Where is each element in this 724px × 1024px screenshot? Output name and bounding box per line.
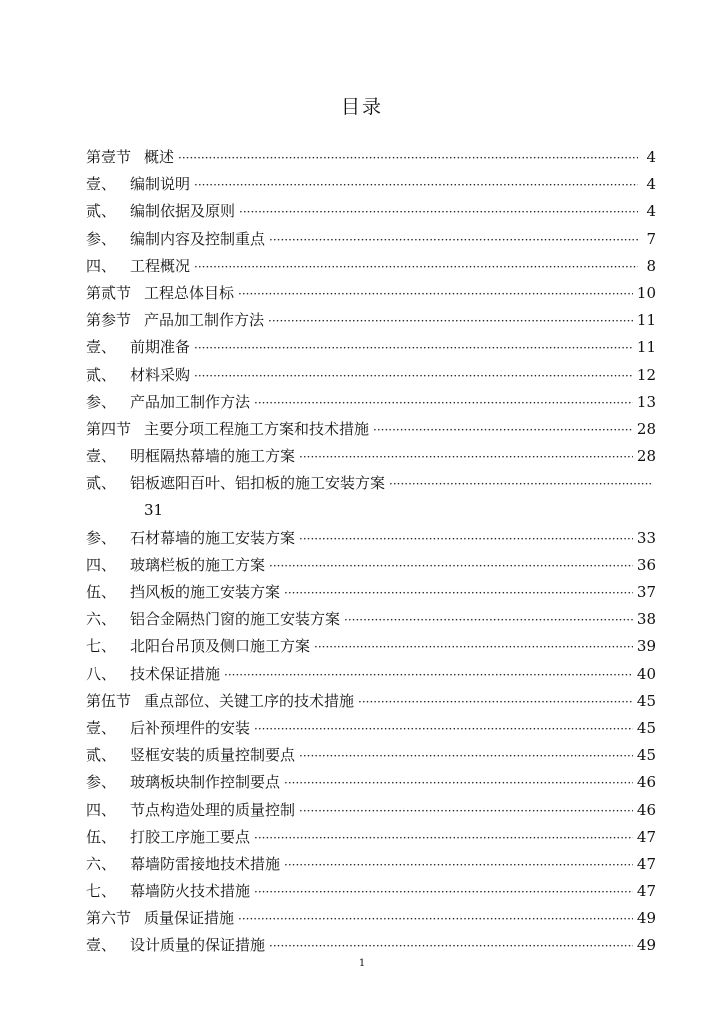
toc-entry-page: 13 (636, 392, 656, 411)
toc-entry-page: 37 (636, 583, 656, 601)
toc-entry-label: 质量保证措施 (144, 909, 235, 928)
toc-leader-dots (269, 553, 633, 580)
toc-entry-label: 产品加工制作方法 (144, 311, 265, 330)
toc-entry-number: 贰、 (86, 365, 117, 384)
toc-entry-label: 铝板遮阳百叶、铝扣板的施工安装方案 (130, 474, 386, 493)
toc-entry-label: 编制内容及控制重点 (130, 229, 266, 248)
toc-leader-dots (239, 199, 638, 226)
toc-entry-number: 第四节 (86, 419, 132, 438)
toc-entry-number: 伍、 (86, 827, 117, 846)
toc-entry[interactable] (86, 389, 656, 416)
page-number: 1 (358, 958, 366, 969)
toc-leader-dots (224, 662, 633, 689)
toc-leader-dots (178, 145, 638, 172)
toc-entry-label: 编制说明 (130, 175, 191, 194)
toc-entry-label: 石材幕墙的施工安装方案 (130, 528, 296, 547)
toc-entry-page: 12 (636, 365, 656, 384)
toc-entry-number: 参、 (86, 773, 117, 792)
toc-entry-number: 四、 (86, 800, 117, 819)
toc-entry-label: 编制依据及原则 (130, 202, 236, 221)
toc-entry-label: 产品加工制作方法 (130, 392, 251, 411)
toc-entry-label: 打胶工序施工要点 (130, 827, 251, 846)
toc-entry-number: 参、 (86, 528, 117, 547)
toc-entry-label: 幕墙防雷接地技术措施 (130, 854, 281, 873)
toc-entry-label: 挡风板的施工安装方案 (130, 583, 281, 601)
toc-entry-number: 壹、 (86, 718, 117, 737)
toc-entry[interactable] (86, 525, 656, 552)
toc-entry-label: 工程概况 (130, 256, 191, 275)
toc-leader-dots (254, 716, 633, 743)
toc-entry-page: 49 (636, 909, 656, 928)
toc-leader-dots (269, 227, 638, 254)
table-of-contents (86, 144, 656, 960)
toc-leader-dots (194, 363, 633, 390)
toc-entry[interactable] (86, 633, 656, 660)
toc-entry[interactable] (86, 280, 656, 307)
toc-entry-number: 壹、 (86, 338, 117, 357)
toc-leader-dots (284, 580, 633, 607)
toc-entry-page: 47 (636, 854, 656, 873)
toc-entry[interactable] (86, 253, 656, 280)
toc-entry-page: 46 (636, 800, 656, 819)
toc-entry[interactable] (86, 552, 656, 579)
toc-entry-page: 33 (636, 528, 656, 547)
toc-entry-number: 七、 (86, 637, 117, 656)
toc-entry-page: 36 (636, 555, 656, 574)
toc-entry-label: 北阳台吊顶及侧口施工方案 (130, 637, 311, 656)
toc-entry[interactable] (86, 769, 656, 796)
toc-entry-number: 壹、 (86, 936, 117, 955)
toc-leader-dots (284, 852, 633, 879)
toc-entry[interactable] (86, 307, 656, 334)
toc-entry-page: 45 (636, 718, 656, 737)
toc-entry[interactable] (86, 416, 656, 443)
toc-entry-label: 玻璃栏板的施工方案 (130, 555, 266, 574)
toc-entry-page: 31 (144, 501, 164, 520)
toc-entry-page: 47 (636, 882, 656, 901)
toc-entry-page: 38 (636, 610, 656, 629)
toc-entry-page: 7 (646, 229, 656, 248)
toc-entry-page: 45 (636, 746, 656, 765)
toc-entry-number: 贰、 (86, 202, 117, 221)
toc-leader-dots (344, 607, 633, 634)
toc-entry-number: 贰、 (86, 746, 117, 765)
toc-entry[interactable] (86, 443, 656, 470)
toc-leader-dots (299, 743, 633, 770)
toc-entry-page: 39 (636, 637, 656, 656)
toc-entry[interactable] (86, 932, 656, 959)
toc-leader-dots (373, 417, 633, 444)
toc-entry[interactable] (86, 144, 656, 171)
toc-entry-label: 玻璃板块制作控制要点 (130, 773, 281, 792)
toc-leader-dots (194, 172, 638, 199)
toc-entry[interactable] (86, 470, 656, 524)
toc-entry-page: 4 (646, 148, 656, 166)
toc-leader-dots (268, 308, 633, 335)
toc-leader-dots (194, 254, 638, 281)
toc-entry-number: 七、 (86, 882, 117, 901)
toc-leader-dots (254, 879, 633, 906)
toc-entry[interactable] (86, 797, 656, 824)
toc-entry-number: 四、 (86, 555, 117, 574)
toc-entry[interactable] (86, 362, 656, 389)
toc-entry-page: 28 (636, 419, 656, 438)
page-title: 目录 (340, 96, 383, 118)
toc-entry-number: 四、 (86, 256, 117, 275)
toc-entry-label: 设计质量的保证措施 (130, 936, 266, 955)
toc-entry[interactable] (86, 171, 656, 198)
toc-entry[interactable] (86, 878, 656, 905)
toc-entry-number: 壹、 (86, 175, 117, 194)
toc-entry-label: 节点构造处理的质量控制 (130, 800, 296, 819)
toc-leader-dots (238, 906, 633, 933)
toc-entry-label: 技术保证措施 (130, 664, 221, 683)
toc-entry-page: 4 (646, 175, 656, 194)
toc-entry[interactable] (86, 579, 656, 606)
toc-entry-label: 主要分项工程施工方案和技术措施 (144, 419, 370, 438)
toc-entry-label: 幕墙防火技术措施 (130, 882, 251, 901)
toc-entry[interactable] (86, 226, 656, 253)
toc-entry-number: 第壹节 (86, 148, 132, 166)
toc-leader-dots (299, 798, 633, 825)
toc-entry-page: 10 (636, 283, 656, 302)
toc-entry-label: 材料采购 (130, 365, 191, 384)
toc-leader-dots (314, 634, 633, 661)
toc-entry-label: 工程总体目标 (144, 283, 235, 302)
toc-entry-number: 贰、 (86, 474, 117, 493)
toc-leader-dots (254, 825, 633, 852)
toc-leader-dots (254, 390, 633, 417)
toc-entry-page: 8 (646, 256, 656, 275)
toc-entry-page: 40 (636, 664, 656, 683)
toc-entry[interactable] (86, 198, 656, 225)
toc-leader-dots (389, 471, 652, 498)
toc-entry-label: 明框隔热幕墙的施工方案 (130, 447, 296, 466)
toc-entry-page: 49 (636, 936, 656, 955)
toc-entry-number: 六、 (86, 610, 117, 629)
toc-leader-dots (358, 689, 633, 716)
toc-entry-number: 第六节 (86, 909, 132, 928)
toc-entry-number: 八、 (86, 664, 117, 683)
toc-entry-number: 第贰节 (86, 283, 132, 302)
toc-entry[interactable] (86, 688, 656, 715)
toc-entry-number: 参、 (86, 392, 117, 411)
toc-entry-page: 28 (636, 447, 656, 466)
toc-entry[interactable] (86, 334, 656, 361)
toc-leader-dots (299, 444, 633, 471)
toc-entry-page: 11 (636, 338, 656, 357)
toc-entry-label: 重点部位、关键工序的技术措施 (144, 691, 355, 710)
toc-leader-dots (284, 770, 633, 797)
toc-entry-number: 伍、 (86, 583, 117, 601)
toc-leader-dots (299, 526, 633, 553)
toc-entry-number: 第参节 (86, 311, 132, 330)
toc-entry[interactable] (86, 824, 656, 851)
toc-entry[interactable] (86, 905, 656, 932)
toc-entry[interactable] (86, 715, 656, 742)
toc-entry-label: 竖框安装的质量控制要点 (130, 746, 296, 765)
toc-entry-label: 前期准备 (130, 338, 191, 357)
toc-entry-page: 4 (646, 202, 656, 221)
toc-leader-dots (269, 933, 633, 960)
toc-entry-page: 11 (636, 311, 656, 330)
toc-entry-page: 46 (636, 773, 656, 792)
toc-entry-label: 概述 (144, 148, 175, 166)
toc-entry-number: 第伍节 (86, 691, 132, 710)
toc-entry-number: 参、 (86, 229, 117, 248)
toc-entry-label: 后补预埋件的安装 (130, 718, 251, 737)
toc-entry[interactable] (86, 606, 656, 633)
toc-entry-number: 六、 (86, 854, 117, 873)
toc-leader-dots (194, 335, 633, 362)
toc-entry-page: 47 (636, 827, 656, 846)
toc-entry[interactable] (86, 851, 656, 878)
toc-entry[interactable] (86, 661, 656, 688)
toc-leader-dots (238, 281, 633, 308)
toc-entry[interactable] (86, 742, 656, 769)
toc-entry-label: 铝合金隔热门窗的施工安装方案 (130, 610, 341, 629)
toc-entry-page: 45 (636, 691, 656, 710)
toc-entry-number: 壹、 (86, 447, 117, 466)
